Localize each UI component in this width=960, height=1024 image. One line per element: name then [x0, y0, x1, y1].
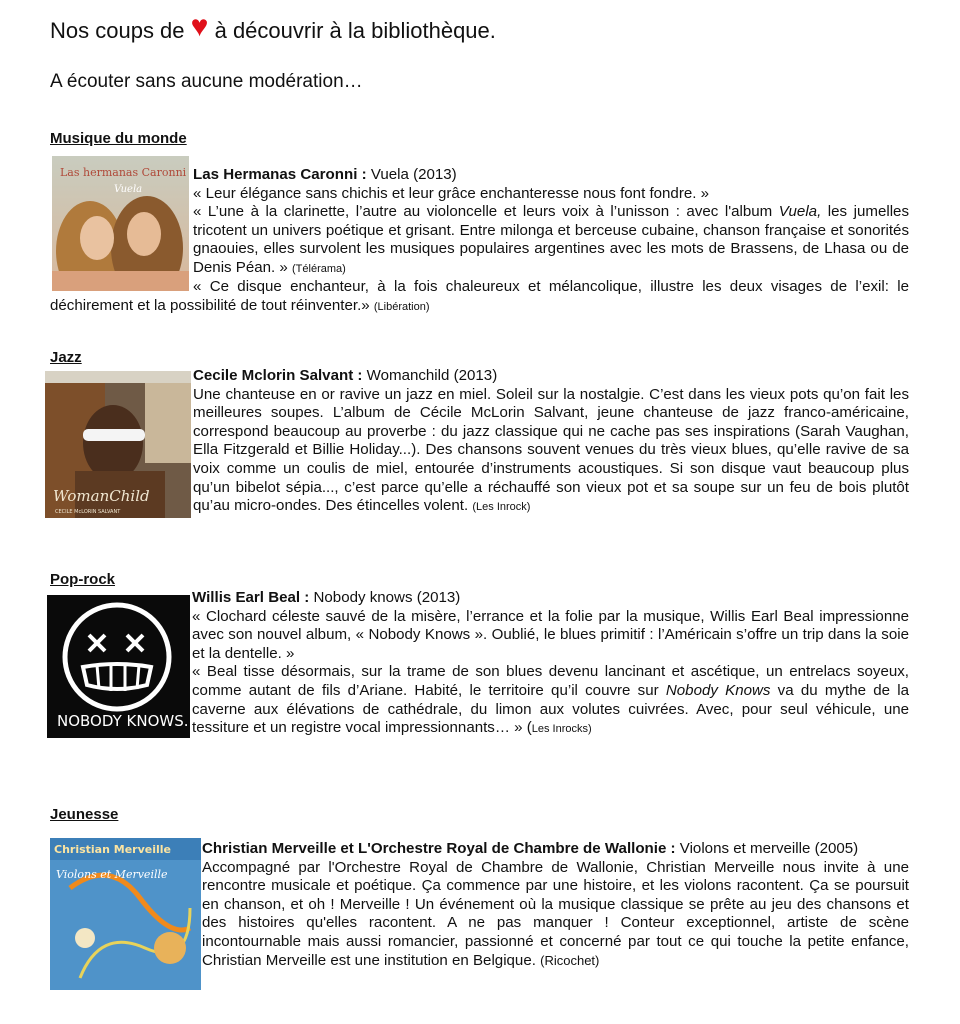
- review-quote: [192, 663, 909, 738]
- quote-italic: Nobody Knows: [665, 681, 771, 699]
- womanchild-cover-title: WomanChild: [53, 487, 150, 505]
- album-cover-violons-et-merveille: [50, 838, 201, 990]
- violons-cover-artist: Christian Merveille: [54, 843, 171, 856]
- vuela-cover-subtitle: Vuela: [114, 184, 143, 195]
- entry-nobody-knows: [192, 589, 909, 739]
- entry-violons-et-merveille: [202, 840, 909, 970]
- album-cover-vuela: [52, 156, 189, 291]
- entry-womanchild: [193, 367, 909, 517]
- album-title: Vuela (2013): [366, 166, 457, 183]
- quote-italic: Vuela,: [778, 203, 822, 221]
- vuela-cover-art: [52, 156, 189, 291]
- heart-icon: ♥: [190, 10, 209, 43]
- nobody-knows-cover-art: [47, 595, 190, 738]
- artist-name: Cecile Mclorin Salvant :: [193, 367, 363, 384]
- review-source: (Les Inrock): [472, 501, 531, 514]
- review-quote: [202, 859, 909, 971]
- title-text-after: à découvrir à la bibliothèque.: [214, 18, 496, 43]
- section-heading-world-music: Musique du monde: [50, 130, 187, 147]
- artist-name: Christian Merveille et L'Orchestre Royal de Chambre de Wallonie :: [202, 840, 676, 857]
- review-quote: [193, 203, 909, 278]
- violons-cover-art: [50, 838, 201, 990]
- page-title: [50, 10, 496, 48]
- review-source: (Ricochet): [540, 952, 600, 968]
- album-cover-womanchild: [45, 371, 191, 518]
- quote-text: « L’une à la clarinette, l’autre au violoncelle et leurs voix à l’unisson : avec l'album: [193, 203, 779, 221]
- album-title: Violons et merveille (2005): [675, 840, 859, 857]
- review-quote: « Leur élégance sans chichis et leur grâce enchanteresse nous font fondre. »: [193, 184, 710, 202]
- review-source: (Libération): [373, 300, 430, 313]
- violons-cover-title: Violons et Merveille: [56, 868, 168, 881]
- quote-text: Une chanteuse en or ravive un jazz en miel. Soleil sur la nostalgie. C’est dans les vieux pots qu’on fait les meilleures soupes. L’album de Cécile McLorin Salvant, jeune chanteuse de jazz franco-américaine, correspond beaucoup au proverbe : du jazz classique qui ne cache pas ses inspirations (Sarah Vaughan, Ella Fitzgerald et Billie Holiday...). Des chansons souvent venues du très vieux blues, qu’elle ravive de sa voix comme un coulis de miel, entourée d’instruments acoustiques. Si son disque vaut beaucoup plus qu’un bibelot sépia..., c’est parce qu’elle a réchauffé son vieux pot et sa soupe sur un feu de bois plutôt qu’au micro-ondes. Des étincelles volent.: [193, 385, 909, 515]
- quote-text: va du mythe de la caverne aux élévations de cathédrale, du limon aux volutes cuivrées. Avec, pour seul véhicule, une tessiture et un registre vocal impressionnants… » (: [192, 681, 909, 737]
- section-heading-pop-rock: Pop-rock: [50, 571, 116, 588]
- artist-name: Las Hermanas Caronni :: [193, 166, 367, 183]
- review-source: Les Inrocks): [531, 723, 592, 736]
- entry-violons-heading: [202, 840, 909, 859]
- review-quote: [193, 386, 909, 517]
- womanchild-cover-subtitle: CECILE McLORIN SALVANT: [55, 509, 121, 515]
- review-quote-liberation: [50, 278, 909, 316]
- album-title: Womanchild (2013): [362, 367, 498, 384]
- album-cover-nobody-knows: [47, 595, 190, 738]
- quote-text: « Ce disque enchanteur, à la fois chaleureux et mélancolique, illustre les deux visages de l’exil: le déchirement et la possibilité de tout réinventer.»: [50, 278, 909, 314]
- entry-vuela-heading: [193, 166, 909, 185]
- entry-vuela-top: [193, 166, 909, 279]
- quote-text: les jumelles tricotent un univers poétique et grisant. Entre milonga et berceuse cubaine, chanson française et sonorités gnaouies, elles survolent les musiques populaires argentines avec les mots de Brassens, de Lhasa ou de Denis Péan. »: [193, 203, 909, 276]
- vuela-cover-title: Las hermanas Caronni: [60, 166, 187, 179]
- entry-nobody-knows-heading: [192, 589, 909, 608]
- quote-text: « Beal tisse désormais, sur la trame de son blues devenu lancinant et ascétique, un entrelacs soyeux, comme autant de fils d’Ariane. Habité, le territoire qu’il couvre sur: [192, 663, 909, 699]
- album-title: Nobody knows (2013): [309, 589, 461, 606]
- review-quote: « Clochard céleste sauvé de la misère, l’errance et la folie par la musique, Willis Earl Beal impressionne avec son nouvel album, « Nobody Knows ». Oublié, le blues primitif : l’Américain s’offre un trip dans la soie et la dentelle. »: [192, 607, 909, 662]
- section-heading-jeunesse: Jeunesse: [50, 806, 119, 823]
- review-source: (Télérama): [292, 262, 346, 275]
- section-heading-jazz: Jazz: [50, 349, 82, 366]
- entry-womanchild-heading: [193, 367, 909, 386]
- title-text-before: Nos coups de: [50, 18, 185, 43]
- nobody-knows-cover-title: NOBODY KNOWS.: [57, 712, 189, 730]
- artist-name: Willis Earl Beal :: [192, 589, 310, 606]
- quote-text: Accompagné par l'Orchestre Royal de Chambre de Wallonie, Christian Merveille nous invite à une rencontre musicale et poétique. Ça commence par une histoire, et les violons racontent. Ça se poursuit en chanson, et oh ! Merveille ! Un événement où la musique classique se prête au jeu des chansons et des histoires qu'elles racontent. A ne pas manquer ! Conteur exceptionnel, artiste de scène incontournable mais aussi romancier, passionné et concerné par tout ce qui touche la petite enfance, Christian Merveille est une institution en Belgique.: [202, 858, 909, 969]
- womanchild-cover-art: [45, 371, 191, 518]
- page-subtitle: A écouter sans aucune modération…: [50, 71, 363, 92]
